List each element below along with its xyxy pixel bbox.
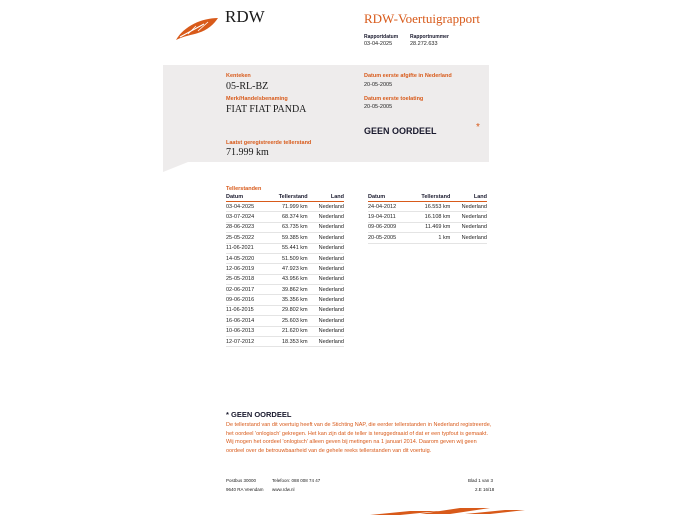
table-row — [226, 326, 344, 336]
cell-datum: 10-06-2013 — [226, 326, 266, 336]
tellerstanden-label: Tellerstanden — [226, 186, 262, 192]
table-row — [226, 295, 344, 305]
table-row — [368, 233, 487, 243]
footer-stripes-decoration — [370, 503, 525, 514]
cell-land: Nederland — [308, 243, 344, 253]
panel-notch — [163, 160, 193, 172]
cell-tellerstand: 43.956 km — [266, 274, 307, 284]
cell-land: Nederland — [308, 253, 344, 263]
footer-telefoon: Telefoon: 088 008 74 47 — [272, 478, 321, 483]
table-row — [226, 243, 344, 253]
table-header-row — [368, 194, 487, 202]
note-title: * GEEN OORDEEL — [226, 410, 292, 419]
cell-land: Nederland — [308, 264, 344, 274]
laatst-tellerstand-value: 71.999 km — [226, 147, 269, 158]
oordeel-value: GEEN OORDEEL — [364, 126, 437, 136]
cell-land: Nederland — [308, 316, 344, 326]
col-datum: Datum — [226, 194, 266, 202]
table-row — [368, 202, 487, 212]
cell-datum: 20-05-2005 — [368, 233, 409, 243]
rdw-logo — [174, 16, 220, 42]
kenteken-label: Kenteken — [226, 73, 251, 79]
footer-postbus: Postbus 30000 — [226, 478, 257, 483]
footer-page: Blad 1 van 3 — [468, 478, 494, 483]
cell-tellerstand: 71.999 km — [266, 202, 307, 212]
cell-land: Nederland — [308, 202, 344, 212]
cell-datum: 03-07-2024 — [226, 212, 266, 222]
table-row — [226, 233, 344, 243]
cell-land: Nederland — [308, 285, 344, 295]
cell-tellerstand: 16.553 km — [409, 202, 451, 212]
cell-land: Nederland — [450, 222, 487, 232]
cell-tellerstand: 59.385 km — [266, 233, 307, 243]
table-row — [226, 264, 344, 274]
eerste-toelating-value: 20-05-2005 — [364, 104, 393, 110]
cell-tellerstand: 68.374 km — [266, 212, 307, 222]
oordeel-asterisk: * — [476, 122, 480, 133]
rapportnummer-label: Rapportnummer — [410, 34, 449, 40]
cell-tellerstand: 47.923 km — [266, 264, 307, 274]
table-row — [226, 316, 344, 326]
table-row — [368, 222, 487, 232]
footer-website[interactable]: www.rdw.nl — [272, 487, 295, 492]
table-row — [226, 285, 344, 295]
cell-land: Nederland — [308, 326, 344, 336]
rdw-feather-logo-icon — [174, 16, 220, 42]
table-row — [226, 202, 344, 212]
cell-land: Nederland — [308, 305, 344, 315]
cell-land: Nederland — [308, 295, 344, 305]
col-land: Land — [308, 194, 344, 202]
cell-tellerstand: 29.802 km — [266, 305, 307, 315]
table-row — [226, 305, 344, 315]
footer-city: 9640 RA Veendam — [226, 487, 264, 492]
cell-datum: 19-04-2011 — [368, 212, 409, 222]
cell-tellerstand: 39.862 km — [266, 285, 307, 295]
rapportdatum-value: 03-04-2025 — [364, 41, 393, 47]
vehicle-summary-panel — [163, 65, 489, 162]
col-tellerstand: Tellerstand — [409, 194, 451, 202]
cell-tellerstand: 18.353 km — [266, 336, 307, 346]
note-body: De tellerstand van dit voertuig heeft van de Stichting NAP, die eerder tellerstanden in Nederland registreerde, het oordeel 'onlogisch' gekregen. Het kan zijn dat de teller is teruggedraaid of dat er een typfout is gemaakt. Wij mogen het oordeel 'onlogisch' alleen geven bij metingen na 1 januari 2014. Daarom geven wij geen oordeel over de betrouwbaarheid van de gehele reeks tellerstanden van dit voertuig. — [226, 422, 492, 454]
brand-name: RDW — [225, 7, 265, 26]
table-header-row — [226, 194, 344, 202]
footer-stripes-icon — [370, 505, 525, 516]
footer-code: 2.E 16/18 — [475, 487, 495, 492]
table-row — [226, 336, 344, 346]
table-row — [226, 222, 344, 232]
laatst-tellerstand-label: Laatst geregistreerde tellerstand — [226, 140, 312, 146]
rapportdatum-label: Rapportdatum — [364, 34, 399, 40]
tellerstanden-table-left — [226, 194, 344, 347]
cell-datum: 11-06-2015 — [226, 305, 266, 315]
merk-value: FIAT FIAT PANDA — [226, 104, 307, 115]
eerste-afgifte-value: 20-05-2005 — [364, 82, 393, 88]
cell-tellerstand: 1 km — [409, 233, 451, 243]
cell-datum: 12-06-2019 — [226, 264, 266, 274]
cell-tellerstand: 63.735 km — [266, 222, 307, 232]
cell-land: Nederland — [450, 202, 487, 212]
cell-datum: 28-06-2023 — [226, 222, 266, 232]
col-tellerstand: Tellerstand — [266, 194, 307, 202]
cell-datum: 11-06-2021 — [226, 243, 266, 253]
table-row — [226, 274, 344, 284]
kenteken-value: 05-RL-BZ — [226, 81, 269, 92]
cell-tellerstand: 16.108 km — [409, 212, 451, 222]
cell-datum: 25-05-2018 — [226, 274, 266, 284]
cell-land: Nederland — [308, 336, 344, 346]
cell-land: Nederland — [450, 233, 487, 243]
cell-datum: 25-05-2022 — [226, 233, 266, 243]
table-row — [226, 212, 344, 222]
cell-datum: 16-06-2014 — [226, 316, 266, 326]
cell-datum: 14-05-2020 — [226, 253, 266, 263]
cell-tellerstand: 21.620 km — [266, 326, 307, 336]
tellerstanden-table-right — [368, 194, 487, 244]
cell-tellerstand: 25.603 km — [266, 316, 307, 326]
cell-land: Nederland — [308, 222, 344, 232]
cell-datum: 09-06-2016 — [226, 295, 266, 305]
report-title: RDW-Voertuigrapport — [364, 11, 481, 26]
col-land: Land — [450, 194, 487, 202]
cell-datum: 02-06-2017 — [226, 285, 266, 295]
merk-label: Merk/Handelsbenaming — [226, 96, 288, 102]
cell-datum: 03-04-2025 — [226, 202, 266, 212]
table-row — [226, 253, 344, 263]
cell-land: Nederland — [308, 233, 344, 243]
cell-land: Nederland — [450, 212, 487, 222]
cell-datum: 12-07-2012 — [226, 336, 266, 346]
cell-tellerstand: 35.356 km — [266, 295, 307, 305]
rapportnummer-value: 28.272.633 — [410, 41, 438, 47]
table-row — [368, 212, 487, 222]
cell-tellerstand: 55.441 km — [266, 243, 307, 253]
cell-land: Nederland — [308, 274, 344, 284]
eerste-afgifte-label: Datum eerste afgifte in Nederland — [364, 73, 452, 79]
col-datum: Datum — [368, 194, 409, 202]
cell-datum: 09-06-2009 — [368, 222, 409, 232]
cell-tellerstand: 51.509 km — [266, 253, 307, 263]
eerste-toelating-label: Datum eerste toelating — [364, 96, 424, 102]
cell-land: Nederland — [308, 212, 344, 222]
cell-datum: 24-04-2012 — [368, 202, 409, 212]
cell-tellerstand: 11.469 km — [409, 222, 451, 232]
